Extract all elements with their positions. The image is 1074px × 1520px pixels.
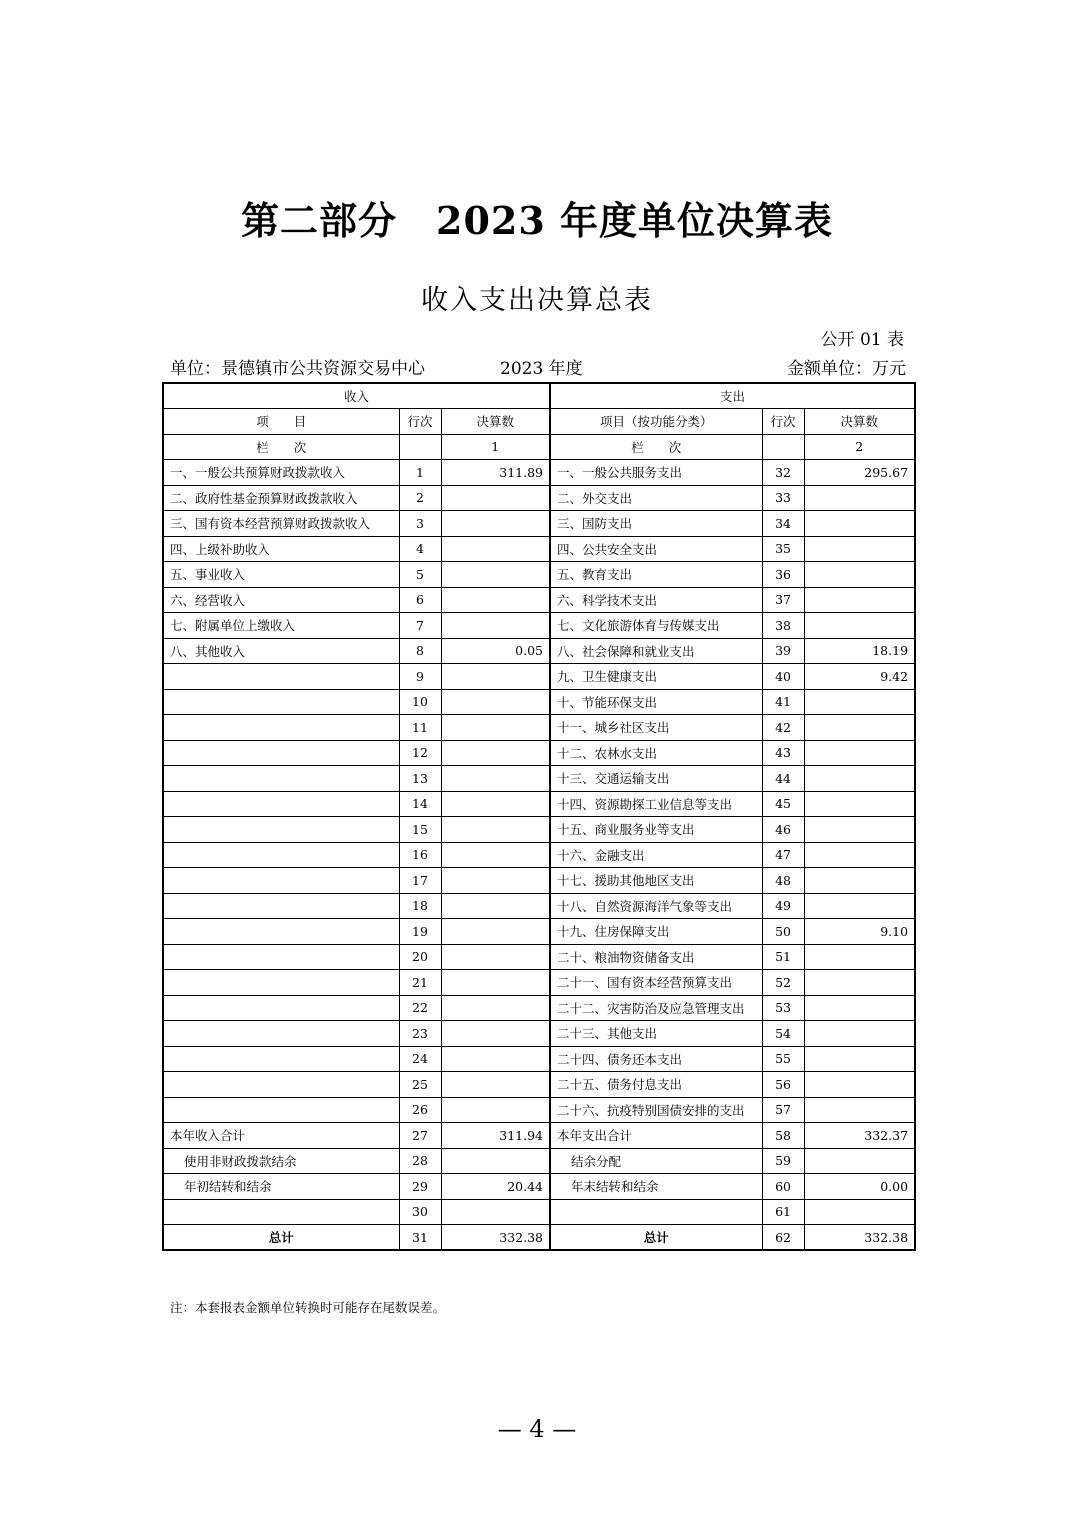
expense-row-no: 40 <box>762 664 804 690</box>
income-total-row-no: 31 <box>399 1225 441 1251</box>
income-amount <box>441 740 550 766</box>
income-amount <box>441 1046 550 1072</box>
table-row <box>163 689 915 715</box>
expense-amount <box>804 485 915 511</box>
income-amount <box>441 664 550 690</box>
expense-row-no: 33 <box>762 485 804 511</box>
table-row <box>163 868 915 894</box>
expense-amount <box>804 1021 915 1047</box>
income-row-no: 27 <box>399 1123 441 1149</box>
income-row-no: 9 <box>399 664 441 690</box>
table-row <box>163 944 915 970</box>
table-row <box>163 562 915 588</box>
total-row <box>163 1225 915 1251</box>
expense-row-no: 50 <box>762 919 804 945</box>
income-amount <box>441 944 550 970</box>
expense-amount <box>804 1046 915 1072</box>
income-item: 五、事业收入 <box>163 562 399 588</box>
expense-total-row-no: 62 <box>762 1225 804 1251</box>
income-row-no: 5 <box>399 562 441 588</box>
column-index: 2 <box>804 434 915 460</box>
table-row <box>163 1148 915 1174</box>
meta-row <box>170 354 906 378</box>
column-label: 栏 次 <box>550 434 762 460</box>
income-item: 本年收入合计 <box>163 1123 399 1149</box>
income-amount <box>441 1097 550 1123</box>
table-row <box>163 740 915 766</box>
expense-row-no: 51 <box>762 944 804 970</box>
expense-total-amount: 332.38 <box>804 1225 915 1251</box>
income-row-no: 8 <box>399 638 441 664</box>
income-row-no: 10 <box>399 689 441 715</box>
income-item <box>163 1072 399 1098</box>
table-code: 公开 01 表 <box>820 330 904 350</box>
income-item: 四、上级补助收入 <box>163 536 399 562</box>
expense-amount: 9.42 <box>804 664 915 690</box>
header-row-columns <box>163 409 915 435</box>
table-row <box>163 1199 915 1225</box>
expense-item: 九、卫生健康支出 <box>550 664 762 690</box>
income-item <box>163 715 399 741</box>
expense-row-no: 41 <box>762 689 804 715</box>
expense-item: 二、外交支出 <box>550 485 762 511</box>
expense-amount <box>804 995 915 1021</box>
table-row <box>163 1174 915 1200</box>
table-row <box>163 536 915 562</box>
income-row-no: 25 <box>399 1072 441 1098</box>
income-item <box>163 944 399 970</box>
income-item: 二、政府性基金预算财政拨款收入 <box>163 485 399 511</box>
table-row <box>163 817 915 843</box>
expense-item: 二十三、其他支出 <box>550 1021 762 1047</box>
income-item <box>163 970 399 996</box>
expense-row-no: 53 <box>762 995 804 1021</box>
expense-amount <box>804 842 915 868</box>
expense-row-no: 52 <box>762 970 804 996</box>
table-row <box>163 664 915 690</box>
income-row-no: 11 <box>399 715 441 741</box>
expense-row-no: 35 <box>762 536 804 562</box>
header-row-section <box>163 383 915 409</box>
income-amount <box>441 842 550 868</box>
expense-item: 二十四、债务还本支出 <box>550 1046 762 1072</box>
income-item: 三、国有资本经营预算财政拨款收入 <box>163 511 399 537</box>
expense-item: 十八、自然资源海洋气象等支出 <box>550 893 762 919</box>
income-amount <box>441 1199 550 1225</box>
table-row <box>163 919 915 945</box>
income-item: 一、一般公共预算财政拨款收入 <box>163 460 399 486</box>
income-row-no: 29 <box>399 1174 441 1200</box>
income-row-no: 18 <box>399 893 441 919</box>
expense-row-no: 60 <box>762 1174 804 1200</box>
expense-amount <box>804 1199 915 1225</box>
income-item: 年初结转和结余 <box>163 1174 399 1200</box>
table-row <box>163 970 915 996</box>
table-row <box>163 587 915 613</box>
income-row-no: 28 <box>399 1148 441 1174</box>
expense-header: 支出 <box>550 383 915 409</box>
expense-amount <box>804 715 915 741</box>
income-amount <box>441 970 550 996</box>
income-row-no: 30 <box>399 1199 441 1225</box>
expense-row-no: 37 <box>762 587 804 613</box>
expense-amount <box>804 613 915 639</box>
expense-amount <box>804 1148 915 1174</box>
income-amount <box>441 1072 550 1098</box>
expense-item: 十三、交通运输支出 <box>550 766 762 792</box>
expense-item: 十七、援助其他地区支出 <box>550 868 762 894</box>
income-item <box>163 791 399 817</box>
table-title: 收入支出决算总表 <box>421 285 653 316</box>
expense-item <box>550 1199 762 1225</box>
income-amount <box>441 587 550 613</box>
table-row <box>163 1046 915 1072</box>
expense-row-no: 56 <box>762 1072 804 1098</box>
footnote: 注：本套报表金额单位转换时可能存在尾数误差。 <box>170 1300 446 1315</box>
expense-item: 二十五、债务付息支出 <box>550 1072 762 1098</box>
income-amount <box>441 689 550 715</box>
table-row <box>163 460 915 486</box>
income-item <box>163 1199 399 1225</box>
table-row <box>163 1021 915 1047</box>
table-row <box>163 715 915 741</box>
income-item: 使用非财政拨款结余 <box>163 1148 399 1174</box>
expense-amount <box>804 689 915 715</box>
income-amount <box>441 715 550 741</box>
income-amount <box>441 766 550 792</box>
income-amount <box>441 485 550 511</box>
income-item <box>163 689 399 715</box>
expense-item: 结余分配 <box>550 1148 762 1174</box>
expense-item: 十六、金融支出 <box>550 842 762 868</box>
expense-row-no: 45 <box>762 791 804 817</box>
income-item <box>163 868 399 894</box>
expense-item: 二十二、灾害防治及应急管理支出 <box>550 995 762 1021</box>
income-amount <box>441 1148 550 1174</box>
table-row <box>163 1072 915 1098</box>
income-amount <box>441 613 550 639</box>
income-amount <box>441 919 550 945</box>
item-func-header: 项目（按功能分类） <box>550 409 762 435</box>
expense-amount <box>804 1097 915 1123</box>
expense-amount <box>804 791 915 817</box>
expense-amount <box>804 536 915 562</box>
expense-row-no: 61 <box>762 1199 804 1225</box>
amount-header: 决算数 <box>804 409 915 435</box>
income-row-no: 19 <box>399 919 441 945</box>
income-row-no: 22 <box>399 995 441 1021</box>
row-no-header: 行次 <box>399 409 441 435</box>
table-row <box>163 842 915 868</box>
table-row <box>163 511 915 537</box>
table-row <box>163 893 915 919</box>
expense-row-no: 43 <box>762 740 804 766</box>
income-row-no: 4 <box>399 536 441 562</box>
income-row-no: 1 <box>399 460 441 486</box>
expense-item: 十九、住房保障支出 <box>550 919 762 945</box>
expense-row-no: 48 <box>762 868 804 894</box>
expense-row-no: 58 <box>762 1123 804 1149</box>
income-row-no: 3 <box>399 511 441 537</box>
table-row <box>163 1123 915 1149</box>
expense-row-no: 32 <box>762 460 804 486</box>
unit-label: 单位：景德镇市公共资源交易中心 <box>170 359 425 379</box>
expense-item: 三、国防支出 <box>550 511 762 537</box>
income-row-no: 23 <box>399 1021 441 1047</box>
income-item <box>163 817 399 843</box>
expense-item: 十、节能环保支出 <box>550 689 762 715</box>
page-title: 第二部分 2023 年度单位决算表 <box>241 198 833 243</box>
expense-amount <box>804 817 915 843</box>
expense-amount <box>804 893 915 919</box>
row-no-header: 行次 <box>762 409 804 435</box>
expense-amount: 295.67 <box>804 460 915 486</box>
income-amount <box>441 511 550 537</box>
expense-row-no: 47 <box>762 842 804 868</box>
money-unit-label: 金额单位：万元 <box>787 359 906 379</box>
expense-row-no: 44 <box>762 766 804 792</box>
income-amount: 0.05 <box>441 638 550 664</box>
income-row-no: 6 <box>399 587 441 613</box>
expense-item: 六、科学技术支出 <box>550 587 762 613</box>
table-row <box>163 613 915 639</box>
income-row-no: 17 <box>399 868 441 894</box>
income-row-no: 16 <box>399 842 441 868</box>
income-item: 六、经营收入 <box>163 587 399 613</box>
income-amount <box>441 1021 550 1047</box>
income-item <box>163 740 399 766</box>
expense-item: 七、文化旅游体育与传媒支出 <box>550 613 762 639</box>
table-row <box>163 638 915 664</box>
income-amount <box>441 562 550 588</box>
income-item: 八、其他收入 <box>163 638 399 664</box>
expense-row-no: 34 <box>762 511 804 537</box>
income-amount: 311.89 <box>441 460 550 486</box>
expense-amount <box>804 944 915 970</box>
income-amount: 20.44 <box>441 1174 550 1200</box>
income-row-no: 13 <box>399 766 441 792</box>
expense-amount: 332.37 <box>804 1123 915 1149</box>
expense-total-label: 总计 <box>550 1225 762 1251</box>
income-amount <box>441 868 550 894</box>
income-item <box>163 664 399 690</box>
expense-row-no: 49 <box>762 893 804 919</box>
income-row-no: 15 <box>399 817 441 843</box>
income-amount <box>441 817 550 843</box>
income-row-no: 7 <box>399 613 441 639</box>
header-row-column-index <box>163 434 915 460</box>
amount-header: 决算数 <box>441 409 550 435</box>
expense-amount: 9.10 <box>804 919 915 945</box>
income-item <box>163 766 399 792</box>
expense-row-no: 38 <box>762 613 804 639</box>
income-total-label: 总计 <box>163 1225 399 1251</box>
income-row-no: 24 <box>399 1046 441 1072</box>
income-item: 七、附属单位上缴收入 <box>163 613 399 639</box>
income-amount <box>441 536 550 562</box>
expense-row-no: 42 <box>762 715 804 741</box>
income-row-no: 12 <box>399 740 441 766</box>
income-row-no: 26 <box>399 1097 441 1123</box>
expense-amount <box>804 562 915 588</box>
item-header: 项 目 <box>163 409 399 435</box>
expense-item: 十一、城乡社区支出 <box>550 715 762 741</box>
expense-item: 十二、农林水支出 <box>550 740 762 766</box>
income-row-no: 2 <box>399 485 441 511</box>
expense-amount <box>804 1072 915 1098</box>
expense-item: 本年支出合计 <box>550 1123 762 1149</box>
expense-row-no: 46 <box>762 817 804 843</box>
income-item <box>163 1097 399 1123</box>
income-item <box>163 842 399 868</box>
income-item <box>163 893 399 919</box>
income-item <box>163 1046 399 1072</box>
income-amount: 311.94 <box>441 1123 550 1149</box>
expense-row-no: 57 <box>762 1097 804 1123</box>
expense-row-no: 55 <box>762 1046 804 1072</box>
table-row <box>163 995 915 1021</box>
income-amount <box>441 995 550 1021</box>
expense-row-no: 36 <box>762 562 804 588</box>
expense-row-no: 59 <box>762 1148 804 1174</box>
expense-item: 十五、商业服务业等支出 <box>550 817 762 843</box>
income-row-no: 21 <box>399 970 441 996</box>
column-label: 栏 次 <box>163 434 399 460</box>
income-amount <box>441 893 550 919</box>
income-header: 收入 <box>163 383 550 409</box>
table-row <box>163 1097 915 1123</box>
table-row <box>163 791 915 817</box>
year-label: 2023 年度 <box>500 359 583 379</box>
expense-amount <box>804 766 915 792</box>
expense-item: 二十一、国有资本经营预算支出 <box>550 970 762 996</box>
expense-item: 五、教育支出 <box>550 562 762 588</box>
column-index: 1 <box>441 434 550 460</box>
expense-amount <box>804 740 915 766</box>
expense-item: 二十、粮油物资储备支出 <box>550 944 762 970</box>
expense-amount: 0.00 <box>804 1174 915 1200</box>
income-item <box>163 1021 399 1047</box>
table-row <box>163 766 915 792</box>
table-row <box>163 485 915 511</box>
income-item <box>163 995 399 1021</box>
budget-table <box>162 382 916 1251</box>
expense-item: 四、公共安全支出 <box>550 536 762 562</box>
empty-cell <box>399 434 441 460</box>
expense-amount <box>804 587 915 613</box>
expense-amount: 18.19 <box>804 638 915 664</box>
page-number: — 4 — <box>497 1415 577 1443</box>
expense-item: 十四、资源勘探工业信息等支出 <box>550 791 762 817</box>
expense-row-no: 39 <box>762 638 804 664</box>
expense-item: 年末结转和结余 <box>550 1174 762 1200</box>
income-item <box>163 919 399 945</box>
expense-item: 八、社会保障和就业支出 <box>550 638 762 664</box>
expense-item: 一、一般公共服务支出 <box>550 460 762 486</box>
income-row-no: 14 <box>399 791 441 817</box>
income-total-amount: 332.38 <box>441 1225 550 1251</box>
expense-row-no: 54 <box>762 1021 804 1047</box>
expense-item: 二十六、抗疫特别国债安排的支出 <box>550 1097 762 1123</box>
empty-cell <box>762 434 804 460</box>
expense-amount <box>804 868 915 894</box>
income-row-no: 20 <box>399 944 441 970</box>
income-amount <box>441 791 550 817</box>
expense-amount <box>804 970 915 996</box>
expense-amount <box>804 511 915 537</box>
